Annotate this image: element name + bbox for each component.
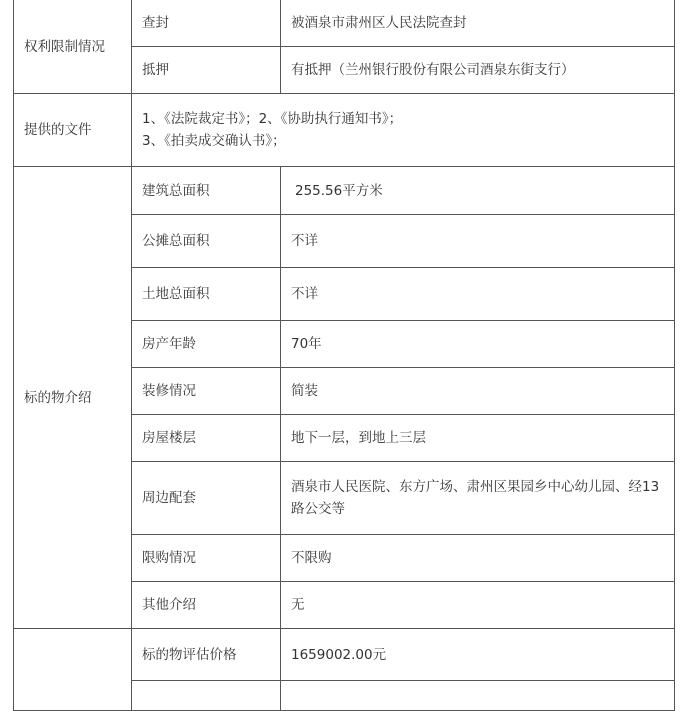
field-value: 不详 bbox=[281, 215, 675, 268]
field-value: 无 bbox=[281, 582, 675, 629]
field-label: 标的物评估价格 bbox=[132, 629, 281, 681]
documents-line: 3、《拍卖成交确认书》； bbox=[142, 133, 286, 149]
field-label: 查封 bbox=[132, 0, 281, 47]
field-label bbox=[132, 681, 281, 711]
rights-label: 权利限制情况 bbox=[14, 0, 132, 94]
field-value: 有抵押（兰州银行股份有限公司酒泉东街支行） bbox=[281, 47, 675, 94]
table-row bbox=[14, 629, 675, 681]
field-value: 不详 bbox=[281, 268, 675, 321]
field-value: 地下一层，到地上三层 bbox=[281, 415, 675, 462]
field-label: 抵押 bbox=[132, 47, 281, 94]
table-row bbox=[14, 94, 675, 167]
field-label: 房屋楼层 bbox=[132, 415, 281, 462]
valuation-label bbox=[14, 629, 132, 711]
field-value: 被酒泉市肃州区人民法院查封 bbox=[281, 0, 675, 47]
documents-line: 1、《法院裁定书》；2、《协助执行通知书》； bbox=[142, 111, 403, 127]
field-label: 装修情况 bbox=[132, 368, 281, 415]
field-label: 公摊总面积 bbox=[132, 215, 281, 268]
field-label: 其他介绍 bbox=[132, 582, 281, 629]
property-label: 标的物介绍 bbox=[14, 167, 132, 629]
field-value: 70年 bbox=[281, 321, 675, 368]
documents-value bbox=[132, 94, 675, 167]
field-label: 建筑总面积 bbox=[132, 167, 281, 215]
field-value: 255.56平方米 bbox=[281, 167, 675, 215]
field-value bbox=[281, 681, 675, 711]
field-label: 周边配套 bbox=[132, 462, 281, 535]
field-value: 简装 bbox=[281, 368, 675, 415]
field-value: 1659002.00元 bbox=[281, 629, 675, 681]
field-value: 酒泉市人民医院、东方广场、肃州区果园乡中心幼儿园、经13路公交等 bbox=[281, 462, 675, 535]
field-label: 土地总面积 bbox=[132, 268, 281, 321]
field-label: 房产年龄 bbox=[132, 321, 281, 368]
table-row bbox=[14, 167, 675, 215]
auction-info-table bbox=[13, 0, 675, 711]
field-value: 不限购 bbox=[281, 535, 675, 582]
table-row bbox=[14, 0, 675, 47]
field-label: 限购情况 bbox=[132, 535, 281, 582]
documents-label: 提供的文件 bbox=[14, 94, 132, 167]
